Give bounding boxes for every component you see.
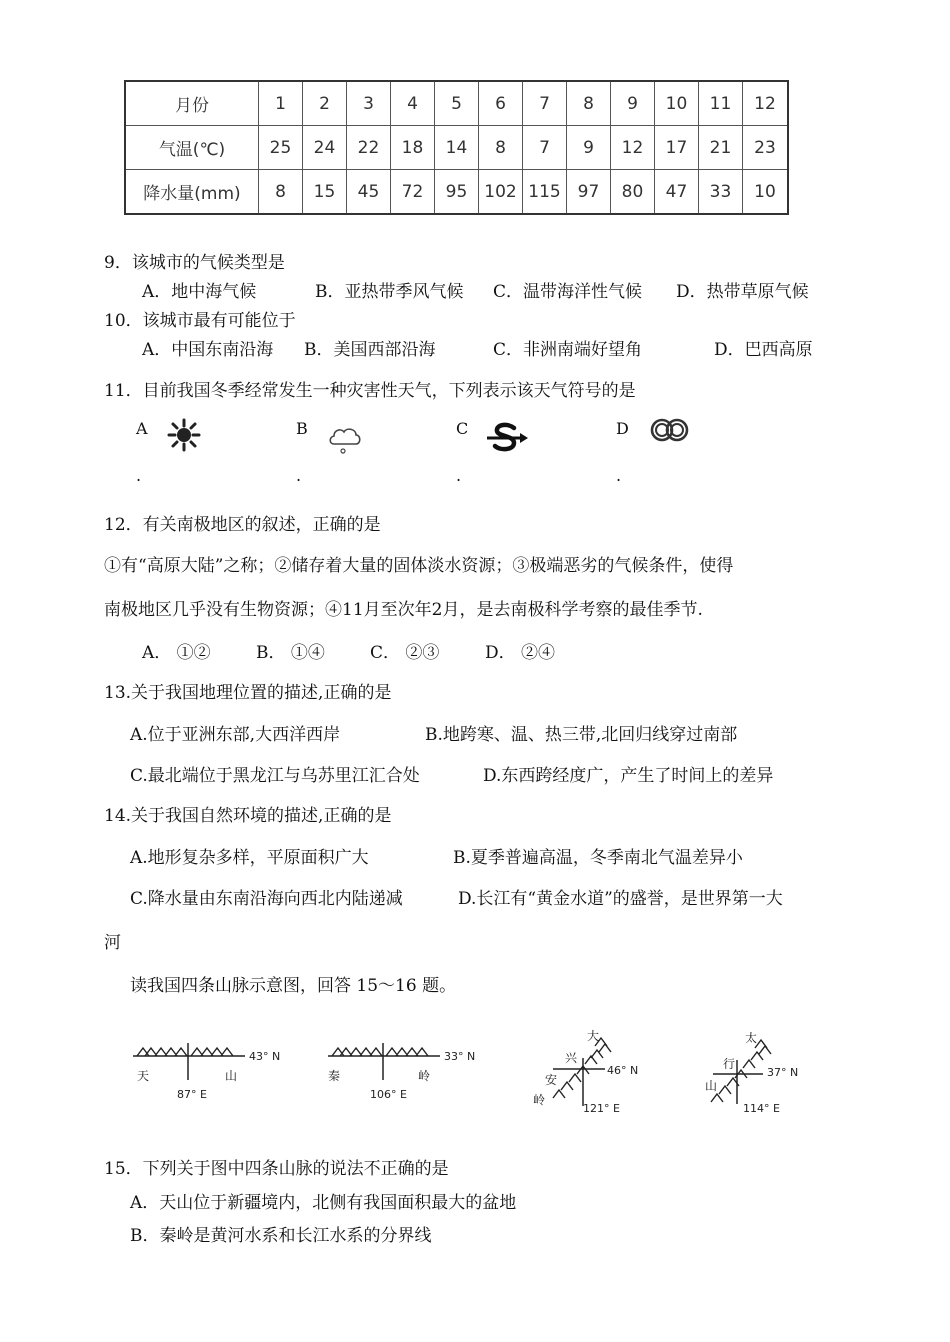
- q11-dot-a: .: [136, 466, 142, 485]
- q14-option-d[interactable]: D.长江有“黄金水道”的盛誉，是世界第一大: [458, 889, 783, 909]
- table-cell: 97: [567, 170, 611, 215]
- table-cell: 25: [259, 126, 303, 170]
- table-cell: 23: [743, 126, 789, 170]
- q11-label-b: B: [296, 419, 308, 438]
- table-cell: 2: [303, 81, 347, 126]
- q12-statement-line2: 南极地区几乎没有生物资源；④11月至次年2月，是去南极科学考察的最佳季节.: [104, 600, 703, 620]
- table-cell: 15: [303, 170, 347, 215]
- table-cell: 6: [479, 81, 523, 126]
- table-header-cell: 月份: [125, 81, 259, 126]
- q13-option-c[interactable]: C.最北端位于黑龙江与乌苏里江汇合处: [130, 766, 420, 786]
- qinling-diagram: [320, 1040, 490, 1120]
- q11-label-d: D: [616, 419, 629, 438]
- tianshan-latitude: 43° N: [249, 1050, 281, 1063]
- q11-label-c: C: [456, 419, 469, 438]
- q11-dot-c: .: [456, 466, 462, 485]
- daxinganling-longitude: 121° E: [583, 1102, 620, 1115]
- table-row: [125, 170, 788, 215]
- haze-rings-icon[interactable]: [648, 416, 694, 444]
- table-cell: 24: [303, 126, 347, 170]
- q14-option-d-wrap: 河: [104, 933, 121, 953]
- table-cell: 12: [611, 126, 655, 170]
- q12-option-a[interactable]: A． ①②: [142, 643, 211, 663]
- q11-stem: 11．目前我国冬季经常发生一种灾害性天气，下列表示该天气符号的是: [104, 381, 636, 401]
- q13-option-d[interactable]: D.东西跨经度广，产生了时间上的差异: [483, 766, 774, 786]
- q15-option-b[interactable]: B．秦岭是黄河水系和长江水系的分界线: [130, 1226, 432, 1246]
- q13-stem: 13.关于我国地理位置的描述,正确的是: [104, 683, 392, 703]
- table-cell: 10: [743, 170, 789, 215]
- q12-stem: 12．有关南极地区的叙述，正确的是: [104, 515, 381, 535]
- table-header-cell: 降水量(mm): [125, 170, 259, 215]
- daxinganling-char1: 大: [587, 1029, 600, 1043]
- q12-option-c[interactable]: C． ②③: [370, 643, 440, 663]
- q11-label-a: A: [136, 419, 148, 438]
- q9-option-d[interactable]: D．热带草原气候: [676, 282, 809, 302]
- table-cell: 9: [611, 81, 655, 126]
- daxinganling-char4: 岭: [533, 1093, 546, 1107]
- table-cell: 7: [523, 81, 567, 126]
- daxinganling-diagram: [525, 1028, 685, 1120]
- q9-option-c[interactable]: C．温带海洋性气候: [493, 282, 643, 302]
- sandstorm-symbol-icon[interactable]: [484, 420, 530, 456]
- q14-option-a[interactable]: A.地形复杂多样，平原面积广大: [130, 848, 369, 868]
- q14-option-c[interactable]: C.降水量由东南沿海向西北内陆递减: [130, 889, 403, 909]
- daxinganling-char3: 安: [545, 1073, 558, 1087]
- table-cell: 7: [523, 126, 567, 170]
- taihangshan-latitude: 37° N: [767, 1066, 799, 1079]
- qinling-char2: 岭: [418, 1069, 431, 1083]
- taihangshan-char2: 行: [723, 1057, 736, 1071]
- q15-option-a[interactable]: A．天山位于新疆境内，北侧有我国面积最大的盆地: [130, 1193, 517, 1213]
- q10-option-d[interactable]: D．巴西高原: [714, 340, 813, 360]
- table-cell: 95: [435, 170, 479, 215]
- climate-data-table: [124, 80, 789, 215]
- table-cell: 10: [655, 81, 699, 126]
- daxinganling-char2: 兴: [565, 1051, 578, 1065]
- table-cell: 8: [479, 126, 523, 170]
- table-cell: 115: [523, 170, 567, 215]
- qinling-longitude: 106° E: [370, 1088, 407, 1101]
- table-cell: 12: [743, 81, 789, 126]
- q11-dot-d: .: [616, 466, 622, 485]
- tianshan-char1: 天: [137, 1069, 150, 1083]
- q11-dot-b: .: [296, 466, 302, 485]
- q14-stem: 14.关于我国自然环境的描述,正确的是: [104, 806, 392, 826]
- q12-option-b[interactable]: B． ①④: [256, 643, 325, 663]
- q13-option-b[interactable]: B.地跨寒、温、热三带,北回归线穿过南部: [425, 725, 738, 745]
- taihangshan-char3: 山: [705, 1079, 718, 1093]
- q9-stem: 9．该城市的气候类型是: [104, 253, 285, 273]
- table-row: [125, 126, 788, 170]
- q10-option-a[interactable]: A．中国东南沿海: [142, 340, 274, 360]
- taihangshan-longitude: 114° E: [743, 1102, 780, 1115]
- table-row: [125, 81, 788, 126]
- table-cell: 102: [479, 170, 523, 215]
- table-cell: 5: [435, 81, 479, 126]
- qinling-char1: 秦: [328, 1069, 341, 1083]
- table-cell: 21: [699, 126, 743, 170]
- table-cell: 11: [699, 81, 743, 126]
- taihangshan-char1: 太: [745, 1031, 758, 1045]
- cloud-hail-icon[interactable]: [326, 422, 364, 458]
- table-cell: 4: [391, 81, 435, 126]
- table-cell: 18: [391, 126, 435, 170]
- table-cell: 72: [391, 170, 435, 215]
- table-cell: 3: [347, 81, 391, 126]
- table-cell: 22: [347, 126, 391, 170]
- q9-option-a[interactable]: A．地中海气候: [142, 282, 257, 302]
- tianshan-longitude: 87° E: [177, 1088, 207, 1101]
- table-cell: 45: [347, 170, 391, 215]
- table-header-cell: 气温(℃): [125, 126, 259, 170]
- table-cell: 80: [611, 170, 655, 215]
- q14-option-b[interactable]: B.夏季普遍高温，冬季南北气温差异小: [453, 848, 743, 868]
- q12-statement-line1: ①有“高原大陆”之称；②储存着大量的固体淡水资源；③极端恶劣的气候条件，使得: [104, 556, 734, 576]
- sun-symbol-icon[interactable]: [166, 417, 202, 453]
- table-cell: 8: [259, 170, 303, 215]
- table-cell: 47: [655, 170, 699, 215]
- q15-stem: 15．下列关于图中四条山脉的说法不正确的是: [104, 1159, 449, 1179]
- table-cell: 33: [699, 170, 743, 215]
- table-cell: 17: [655, 126, 699, 170]
- q10-stem: 10．该城市最有可能位于: [104, 311, 296, 331]
- q12-option-d[interactable]: D． ②④: [485, 643, 556, 663]
- tianshan-char2: 山: [225, 1069, 238, 1083]
- daxinganling-latitude: 46° N: [607, 1064, 639, 1077]
- tianshan-diagram: [125, 1040, 295, 1120]
- q10-option-c[interactable]: C．非洲南端好望角: [493, 340, 643, 360]
- table-cell: 8: [567, 81, 611, 126]
- q10-option-b[interactable]: B．美国西部沿海: [304, 340, 436, 360]
- table-cell: 14: [435, 126, 479, 170]
- q13-option-a[interactable]: A.位于亚洲东部,大西洋西岸: [130, 725, 341, 745]
- table-cell: 1: [259, 81, 303, 126]
- table-cell: 9: [567, 126, 611, 170]
- qinling-latitude: 33° N: [444, 1050, 476, 1063]
- taihangshan-diagram: [695, 1028, 825, 1120]
- section-intro: 读我国四条山脉示意图，回答 15～16 题。: [130, 976, 457, 996]
- q9-option-b[interactable]: B．亚热带季风气候: [315, 282, 464, 302]
